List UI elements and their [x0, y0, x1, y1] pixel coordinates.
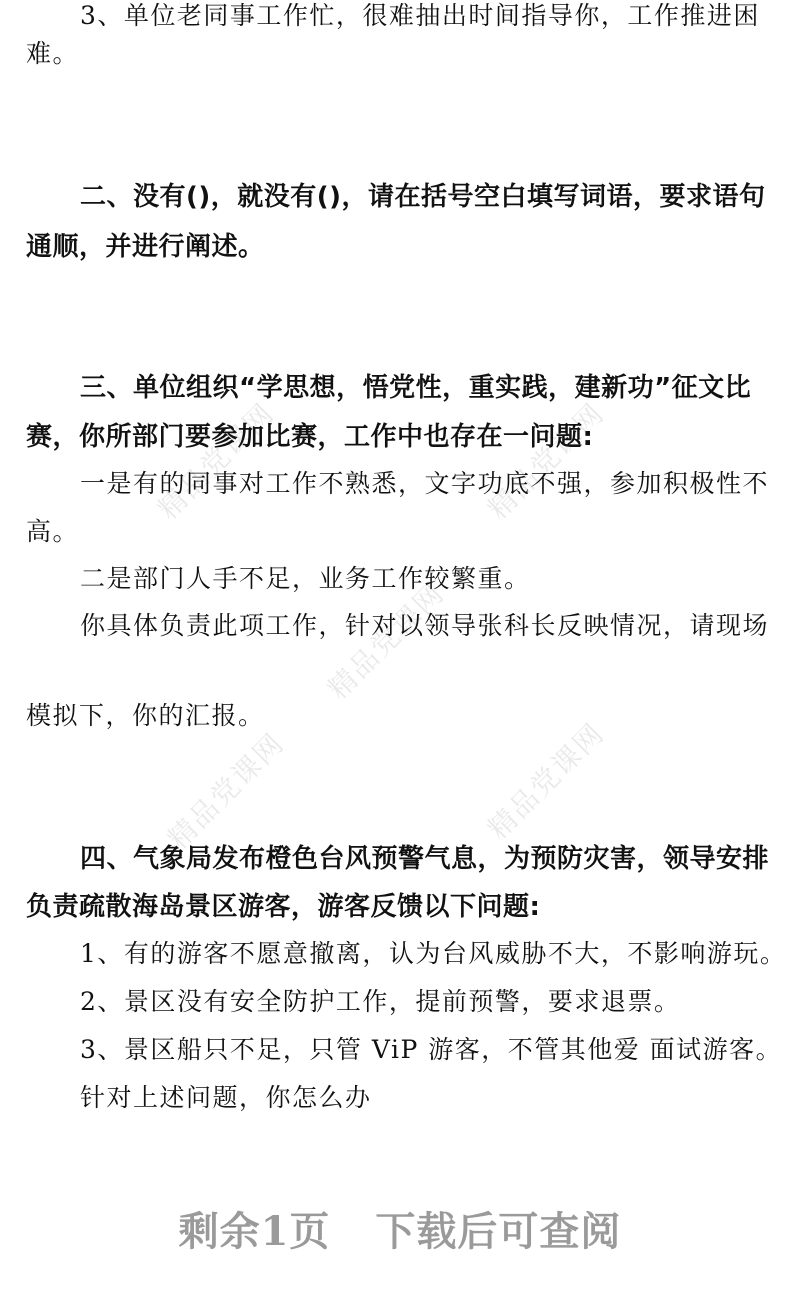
question-3-instruction-line-1: 你具体负责此项工作，针对以领导张科长反映情况，请现场 [80, 611, 770, 640]
question-4-issue-3: 3、景区船只不足，只管 ViP 游客，不管其他爱 面试游客。 [80, 1035, 783, 1064]
question-2-line-2: 通顺，并进行阐述。 [26, 232, 265, 262]
question-2-line-1: 二、没有()，就没有()，请在括号空白填写词语，要求语句 [80, 182, 766, 212]
item-3-line-2: 难。 [26, 39, 80, 68]
watermark-text: 精品党课网 [481, 716, 611, 846]
watermark-text: 精品党课网 [481, 396, 611, 526]
question-3-line-1: 三、单位组织“学思想，悟党性，重实践，建新功”征文比 [80, 373, 752, 403]
question-4-line-2: 负责疏散海岛景区游客，游客反馈以下问题: [26, 892, 541, 922]
question-4-issue-2: 2、景区没有安全防护工作，提前预警，要求退票。 [80, 987, 681, 1016]
question-3-point-1-line-1: 一是有的同事对工作不熟悉，文字功底不强，参加积极性不 [80, 469, 770, 498]
watermark-text: 精品党课网 [321, 576, 451, 706]
download-to-view-label: 下载后可查阅 [375, 1208, 622, 1255]
question-3-point-1-line-2: 高。 [26, 517, 80, 546]
question-4-line-1: 四、气象局发布橙色台风预警气息，为预防灾害，领导安排 [80, 844, 770, 874]
question-3-instruction-line-2: 模拟下，你的汇报。 [26, 701, 265, 730]
question-3-point-2: 二是部门人手不足，业务工作较繁重。 [80, 564, 531, 593]
remaining-pages-label: 剩余1页 [178, 1208, 331, 1255]
item-3-line-1: 3、单位老同事工作忙，很难抽出时间指导你，工作推进困 [80, 1, 760, 30]
download-prompt[interactable] [0, 1200, 800, 1257]
question-4-issue-1: 1、有的游客不愿意撤离，认为台风威胁不大，不影响游玩。 [80, 939, 787, 968]
question-3-line-2: 赛，你所部门要参加比赛，工作中也存在一问题: [26, 422, 594, 452]
watermark-text: 精品党课网 [161, 726, 291, 856]
watermark-text: 精品党课网 [151, 396, 281, 526]
question-4-instruction: 针对上述问题，你怎么办 [80, 1083, 372, 1112]
